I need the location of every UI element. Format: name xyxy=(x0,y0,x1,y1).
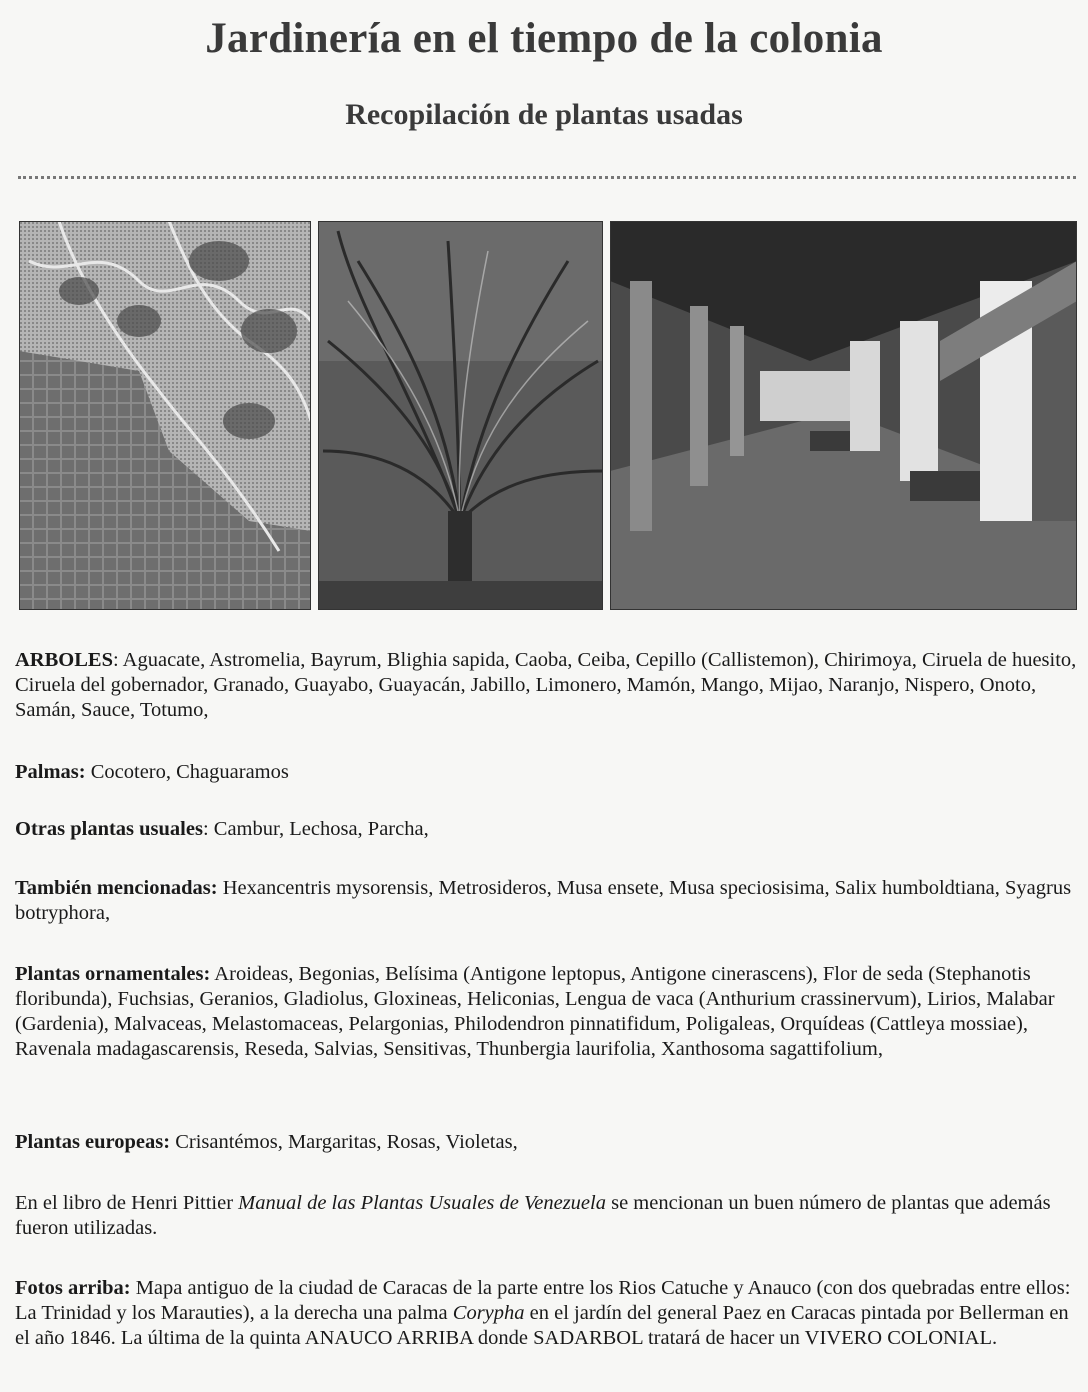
fotos-italic: Corypha xyxy=(452,1302,525,1324)
tambien-label: También mencionadas: xyxy=(15,877,218,899)
page-subtitle: Recopilación de plantas usadas xyxy=(345,98,743,131)
palmas-paragraph xyxy=(15,760,1077,785)
arboles-paragraph xyxy=(15,648,1077,723)
europeas-text: Crisantémos, Margaritas, Rosas, Violetas, xyxy=(170,1131,518,1153)
otras-text: : Cambur, Lechosa, Parcha, xyxy=(202,818,429,840)
europeas-paragraph xyxy=(15,1130,1077,1155)
arboles-label: ARBOLES xyxy=(15,649,113,671)
palmas-text: Cocotero, Chaguaramos xyxy=(85,761,289,783)
fotos-pre: Mapa antiguo de la ciudad de Caracas de la parte entre los Rios Catuche y Anauco (con dos quebradas entre ellos: La Trinidad y los Marauties), a la derecha una palma xyxy=(15,1277,1071,1324)
otras-paragraph xyxy=(15,817,1077,842)
otras-label: Otras plantas usuales xyxy=(15,818,203,840)
libro-paragraph xyxy=(15,1191,1077,1241)
libro-pre: En el libro de Henri Pittier xyxy=(15,1192,239,1214)
ornamentales-text: Aroideas, Begonias, Belísima (Antigone leptopus, Antigone cinerascens), Flor de seda (Stephanotis floribunda), Fuchsias, Geranios, Gladiolus, Gloxineas, Heliconias, Lengua de vaca (Anthurium crassinervum), Lirios, Malabar (Gardenia), Malvaceas, Melastomaceas, Pelargonias, Philodendron pinnatifidum, Poligaleas, Orquídeas (Cattleya mossiae), Ravenala madagascarensis, Reseda, Salvias, Sensitivas, Thunbergia laurifolia, Xanthosoma sagattifolium, xyxy=(15,963,1055,1060)
tambien-text: Hexancentris mysorensis, Metrosideros, Musa ensete, Musa speciosisima, Salix humboldtiana, Syagrus botryphora, xyxy=(15,877,1072,924)
fotos-post: en el jardín del general Paez en Caracas pintada por Bellerman en el año 1846. La última de la quinta ANAUCO ARRIBA donde SADARBOL tratará de hacer un VIVERO COLONIAL. xyxy=(15,1302,1069,1349)
tambien-paragraph xyxy=(15,876,1077,926)
arboles-text: : Aguacate, Astromelia, Bayrum, Blighia sapida, Caoba, Ceiba, Cepillo (Callistemon), Chirimoya, Ciruela de huesito, Ciruela del gobernador, Granado, Guayabo, Guayacán, Jabillo, Limonero, Mamón, Mango, Mijao, Naranjo, Nispero, Onoto, Samán, Sauce, Totumo, xyxy=(15,649,1077,721)
ornamentales-label: Plantas ornamentales: xyxy=(15,963,211,985)
dotted-divider xyxy=(18,176,1076,179)
palm-painting-photo xyxy=(318,221,603,610)
page-title: Jardinería en el tiempo de la colonia xyxy=(205,15,883,62)
old-map-photo xyxy=(19,221,311,610)
fotos-paragraph xyxy=(15,1276,1077,1351)
corridor-photo xyxy=(610,221,1077,610)
europeas-label: Plantas europeas: xyxy=(15,1131,171,1153)
libro-post: se mencionan un buen número de plantas que además fueron utilizadas. xyxy=(15,1192,1051,1239)
palmas-label: Palmas: xyxy=(15,761,86,783)
libro-title: Manual de las Plantas Usuales de Venezuela xyxy=(238,1192,606,1214)
ornamentales-paragraph xyxy=(15,962,1077,1062)
fotos-label: Fotos arriba: xyxy=(15,1277,131,1299)
